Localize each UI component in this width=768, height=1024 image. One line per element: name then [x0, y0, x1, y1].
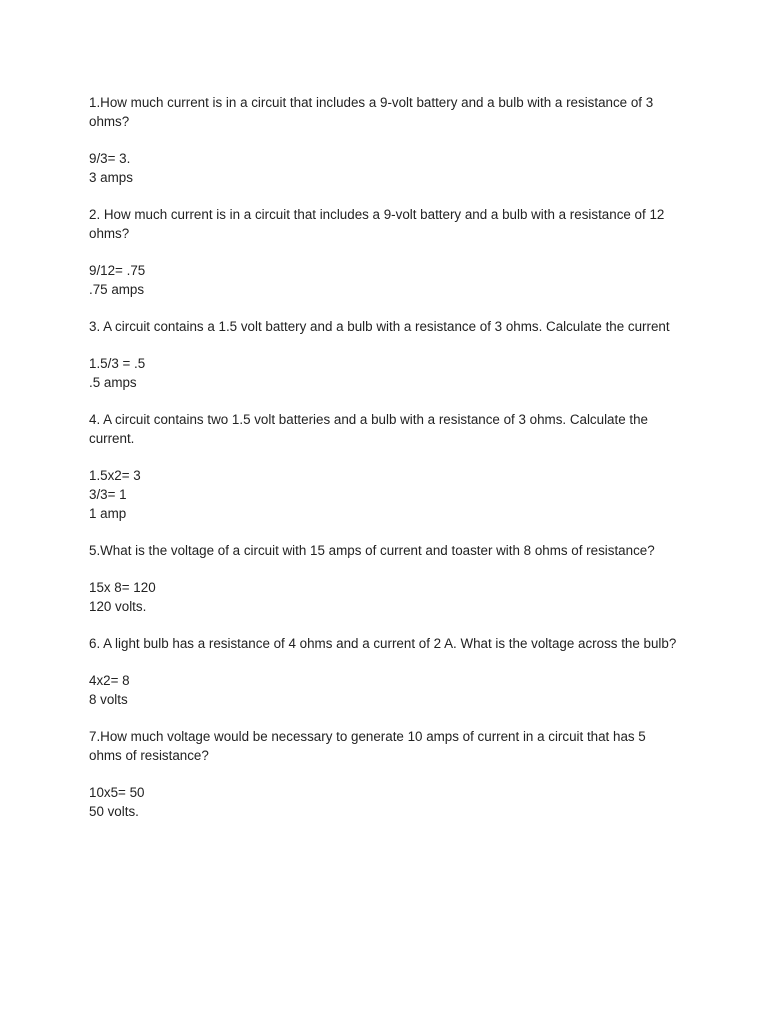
- answer-line: 8 volts: [89, 692, 128, 707]
- question-text: 4. A circuit contains two 1.5 volt batteries and a bulb with a resistance of 3 ohms. Calculate the current.: [89, 412, 648, 446]
- problem-4: [89, 410, 679, 523]
- question-text: 5.What is the voltage of a circuit with 15 amps of current and toaster with 8 ohms of resistance?: [89, 543, 655, 558]
- answer-line: 1 amp: [89, 506, 127, 521]
- answer-line: 4x2= 8: [89, 673, 130, 688]
- question-text: 7.How much voltage would be necessary to generate 10 amps of current in a circuit that has 5 ohms of resistance?: [89, 729, 646, 763]
- problem-5: [89, 541, 679, 616]
- question-text: 6. A light bulb has a resistance of 4 ohms and a current of 2 A. What is the voltage across the bulb?: [89, 636, 677, 651]
- problem-3: [89, 317, 679, 392]
- answer-line: 3 amps: [89, 170, 133, 185]
- answer-text: [89, 149, 679, 187]
- answer-line: 1.5/3 = .5: [89, 356, 146, 371]
- answer-text: [89, 671, 679, 709]
- answer-text: [89, 354, 679, 392]
- answer-line: 120 volts.: [89, 599, 147, 614]
- question-text: 1.How much current is in a circuit that includes a 9-volt battery and a bulb with a resistance of 3 ohms?: [89, 95, 654, 129]
- problem-6: [89, 634, 679, 709]
- answer-line: 15x 8= 120: [89, 580, 156, 595]
- answer-line: .75 amps: [89, 282, 145, 297]
- document-page: [89, 93, 679, 839]
- answer-line: 50 volts.: [89, 804, 139, 819]
- answer-line: 10x5= 50: [89, 785, 145, 800]
- answer-line: 1.5x2= 3: [89, 468, 141, 483]
- answer-line: 3/3= 1: [89, 487, 127, 502]
- answer-text: [89, 783, 679, 821]
- answer-line: 9/12= .75: [89, 263, 146, 278]
- question-text: 3. A circuit contains a 1.5 volt battery and a bulb with a resistance of 3 ohms. Calculate the current: [89, 319, 670, 334]
- answer-text: [89, 466, 679, 523]
- problem-2: [89, 205, 679, 299]
- question-text: 2. How much current is in a circuit that includes a 9-volt battery and a bulb with a resistance of 12 ohms?: [89, 207, 665, 241]
- problem-7: [89, 727, 679, 821]
- answer-text: [89, 261, 679, 299]
- answer-line: 9/3= 3.: [89, 151, 131, 166]
- answer-line: .5 amps: [89, 375, 137, 390]
- answer-text: [89, 578, 679, 616]
- problem-1: [89, 93, 679, 187]
